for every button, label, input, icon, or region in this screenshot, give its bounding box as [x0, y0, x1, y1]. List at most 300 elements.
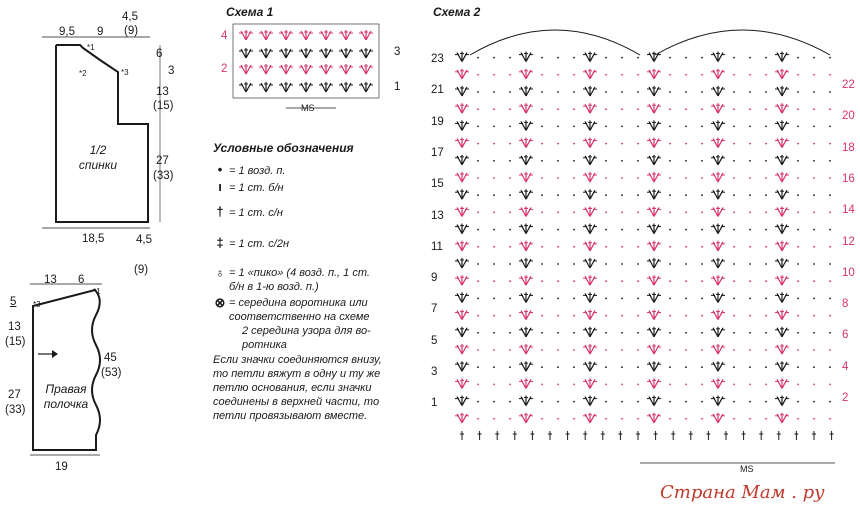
- chain-dot: [701, 349, 703, 351]
- chain-dot: [797, 160, 799, 162]
- scheme2-fan: [583, 206, 597, 216]
- chain-dot: [765, 349, 767, 351]
- chain-dot: [701, 74, 703, 76]
- chain-dot: [541, 212, 543, 214]
- chain-dot: [813, 280, 815, 282]
- chain-dot: [621, 177, 623, 179]
- chain-dot: [765, 401, 767, 403]
- chain-dot: [685, 280, 687, 282]
- front-dim-left-1: 5: [10, 296, 17, 308]
- scheme2-row-16: 16: [842, 172, 855, 185]
- scheme2-fan: [519, 258, 533, 268]
- chain-dot: [605, 212, 607, 214]
- scheme2-fan: [519, 69, 533, 79]
- chain-dot: [669, 349, 671, 351]
- chain-dot: [749, 332, 751, 334]
- chain-dot: [685, 366, 687, 368]
- chain-dot: [669, 332, 671, 334]
- scheme1-fan: [259, 82, 273, 92]
- front-dim-top-2: 6: [78, 274, 85, 286]
- chain-dot: [797, 298, 799, 300]
- chain-dot: [573, 143, 575, 145]
- scheme2-fan: [647, 310, 661, 320]
- chain-dot: [621, 332, 623, 334]
- scheme2-fan: [647, 103, 661, 113]
- chain-dot: [509, 349, 511, 351]
- chain-dot: [685, 229, 687, 231]
- chain-dot: [797, 74, 799, 76]
- chain-dot: [509, 401, 511, 403]
- chain-dot: [685, 246, 687, 248]
- scheme2-row-7: 7: [431, 303, 438, 316]
- chain-dot: [669, 177, 671, 179]
- chain-dot: [509, 91, 511, 93]
- scheme2-fan: [775, 241, 789, 251]
- scheme2-fan: [711, 378, 725, 388]
- chain-dot: [557, 298, 559, 300]
- chain-dot: [765, 298, 767, 300]
- back-dim-top-4: (9): [124, 25, 139, 37]
- chain-dot: [765, 74, 767, 76]
- scheme2-fan: [455, 206, 469, 216]
- chain-dot: [669, 315, 671, 317]
- chain-dot: [733, 91, 735, 93]
- scheme2-row-15: 15: [431, 178, 444, 191]
- back-point-1: *1: [87, 43, 95, 52]
- scheme2-fan: [775, 189, 789, 199]
- chain-dot: [621, 229, 623, 231]
- chain-dot: [621, 246, 623, 248]
- chain-dot: [685, 315, 687, 317]
- chain-dot: [701, 366, 703, 368]
- chain-dot: [733, 280, 735, 282]
- chain-dot: [733, 366, 735, 368]
- chain-dot: [733, 315, 735, 317]
- chain-dot: [829, 212, 831, 214]
- back-dim-bottom-1: 18,5: [82, 233, 105, 245]
- scheme1-fan: [239, 64, 253, 74]
- chain-dot: [669, 280, 671, 282]
- chain-dot: [733, 349, 735, 351]
- chain-dot: [765, 108, 767, 110]
- front-outline: [33, 290, 100, 450]
- scheme2-fan: [647, 172, 661, 182]
- chain-dot: [813, 246, 815, 248]
- chain-dot: [669, 194, 671, 196]
- scheme1-fan: [359, 30, 373, 40]
- scheme2-fan: [583, 224, 597, 234]
- chain-dot: [797, 384, 799, 386]
- front-dim-top-1: 13: [44, 274, 57, 286]
- chain-dot: [685, 57, 687, 59]
- back-label-2: спинки: [78, 158, 118, 172]
- chain-dot: [477, 418, 479, 420]
- chain-dot: [685, 177, 687, 179]
- scheme2-fan: [647, 378, 661, 388]
- scheme2-fan: [711, 86, 725, 96]
- chain-dot: [829, 246, 831, 248]
- scheme2-fan: [775, 52, 789, 62]
- chain-dot: [813, 418, 815, 420]
- scheme2-fan: [775, 361, 789, 371]
- chain-dot: [669, 108, 671, 110]
- chain-dot: [541, 384, 543, 386]
- scheme2-fan: [519, 155, 533, 165]
- scheme1-row-4: 4: [221, 30, 228, 42]
- chain-dot: [573, 315, 575, 317]
- chain-dot: [733, 263, 735, 265]
- scheme2-row-14: 14: [842, 204, 855, 217]
- chain-dot: [621, 108, 623, 110]
- chain-dot: [733, 160, 735, 162]
- scheme2-fan: [775, 69, 789, 79]
- chain-dot: [701, 298, 703, 300]
- back-dim-right-1: 6: [156, 48, 163, 60]
- scheme2-fan: [647, 224, 661, 234]
- scheme2-fan: [775, 86, 789, 96]
- scheme2-fan: [775, 103, 789, 113]
- scheme1-fan: [299, 48, 313, 58]
- chain-dot: [813, 74, 815, 76]
- scheme2-fan: [711, 241, 725, 251]
- scheme2-fan: [647, 344, 661, 354]
- legend-item-center-2: соответственно на схеме: [229, 311, 370, 323]
- scheme2-fan: [455, 413, 469, 423]
- scheme2-fan: [583, 69, 597, 79]
- chain-dot: [477, 229, 479, 231]
- scheme2-fan: [583, 189, 597, 199]
- chain-dot: [557, 315, 559, 317]
- chain-dot: [765, 280, 767, 282]
- chain-dot: [685, 194, 687, 196]
- front-dim-left-4: 27: [8, 389, 21, 401]
- chain-dot: [477, 332, 479, 334]
- chain-dot: [605, 126, 607, 128]
- chain-dot: [637, 108, 639, 110]
- chain-dot: [477, 194, 479, 196]
- chain-dot: [541, 57, 543, 59]
- chain-dot: [813, 401, 815, 403]
- chain-dot: [573, 280, 575, 282]
- chain-dot: [605, 298, 607, 300]
- chain-dot: [829, 108, 831, 110]
- chain-dot: [621, 57, 623, 59]
- scheme2-row-23: 23: [431, 53, 444, 65]
- chain-dot: [493, 366, 495, 368]
- scheme2-fan: [775, 344, 789, 354]
- chain-dot: [557, 212, 559, 214]
- scheme2-row-12: 12: [842, 235, 855, 248]
- chain-dot: [541, 315, 543, 317]
- chain-dot: [701, 91, 703, 93]
- chain-dot: [621, 401, 623, 403]
- chain-dot: [557, 229, 559, 231]
- scheme2-row-9: 9: [431, 272, 438, 285]
- chain-dot: [685, 126, 687, 128]
- legend-item-picot-1: = 1 «пико» (4 возд. п., 1 ст.: [229, 267, 370, 279]
- chain-dot: [829, 160, 831, 162]
- scheme2-fan: [583, 241, 597, 251]
- chain-dot: [557, 126, 559, 128]
- scheme2-fan: [455, 361, 469, 371]
- chain-dot: [797, 349, 799, 351]
- scheme2-row-4: 4: [842, 360, 849, 373]
- scheme2-fan: [775, 258, 789, 268]
- scheme2-fan: [455, 120, 469, 130]
- chain-dot: [621, 315, 623, 317]
- chain-dot: [685, 91, 687, 93]
- chain-dot: [733, 57, 735, 59]
- scheme2-fan: [775, 292, 789, 302]
- scheme2-fan: [711, 292, 725, 302]
- chain-dot: [669, 126, 671, 128]
- chain-dot: [749, 177, 751, 179]
- chain-dot: [829, 229, 831, 231]
- double-crochet-icon: †: [216, 204, 224, 219]
- chain-dot: [637, 229, 639, 231]
- chain-dot: [813, 263, 815, 265]
- scheme2-fan: [519, 361, 533, 371]
- scheme1-fan: [359, 64, 373, 74]
- chain-dot: [621, 349, 623, 351]
- chain-dot: [813, 315, 815, 317]
- chain-dot: [541, 298, 543, 300]
- chain-dot: [509, 366, 511, 368]
- chain-dot: [557, 263, 559, 265]
- chain-dot: [637, 143, 639, 145]
- scheme2-fan: [583, 172, 597, 182]
- front-arrow-head: [52, 350, 58, 358]
- chain-dot: [509, 57, 511, 59]
- chain-dot: [701, 143, 703, 145]
- back-dim-right-2: 3: [168, 65, 175, 77]
- back-dim-top-1: 9,5: [59, 26, 75, 38]
- legend-note-2: то петли вяжут в одну и ту же: [213, 368, 381, 380]
- chain-dot: [829, 349, 831, 351]
- scheme1-fan: [299, 82, 313, 92]
- chain-dot: [813, 160, 815, 162]
- scheme2-fan: [775, 172, 789, 182]
- chain-dot: [765, 263, 767, 265]
- chain-dot: [493, 194, 495, 196]
- scheme2-fan: [647, 138, 661, 148]
- chain-dot: [621, 160, 623, 162]
- chain-dot: [701, 177, 703, 179]
- chain-dot: [733, 212, 735, 214]
- chain-dot: [637, 263, 639, 265]
- scheme2-row-1: 1: [431, 397, 438, 410]
- scheme2-fan: [583, 396, 597, 406]
- chain-dot: [573, 74, 575, 76]
- scheme2-row-3: 3: [431, 366, 438, 378]
- chain-dot: [541, 108, 543, 110]
- front-dim-bottom: 19: [55, 461, 68, 473]
- chain-dot: [477, 177, 479, 179]
- scheme1-fan: [339, 82, 353, 92]
- chain-dot: [813, 298, 815, 300]
- scheme2-stitches: [455, 30, 834, 440]
- chain-dot: [797, 229, 799, 231]
- scheme2-fan: [711, 120, 725, 130]
- scheme2-row-19: 19: [431, 115, 444, 128]
- chain-dot: [493, 74, 495, 76]
- chain-dot: [669, 229, 671, 231]
- scheme2-crown-arc: [470, 30, 640, 55]
- chain-dot: [557, 177, 559, 179]
- chain-dot: [829, 401, 831, 403]
- scheme1-fan: [319, 48, 333, 58]
- chain-stitch-icon: •: [217, 162, 223, 177]
- chain-dot: [477, 298, 479, 300]
- scheme2-fan: [711, 52, 725, 62]
- chain-dot: [509, 177, 511, 179]
- chain-dot: [557, 418, 559, 420]
- chain-dot: [797, 91, 799, 93]
- chain-dot: [477, 108, 479, 110]
- scheme2-fan: [519, 327, 533, 337]
- scheme2-fan: [775, 120, 789, 130]
- scheme2-row-10: 10: [842, 266, 855, 279]
- chain-dot: [749, 280, 751, 282]
- front-dim-left-3: (15): [5, 336, 26, 348]
- chain-dot: [541, 160, 543, 162]
- legend-item-center-1: = середина воротника или: [229, 297, 368, 309]
- scheme2-fan: [455, 378, 469, 388]
- scheme2-fan: [711, 103, 725, 113]
- chain-dot: [637, 212, 639, 214]
- scheme2-fan: [519, 241, 533, 251]
- chain-dot: [621, 212, 623, 214]
- scheme2-fan: [775, 138, 789, 148]
- chain-dot: [605, 57, 607, 59]
- chain-dot: [685, 263, 687, 265]
- scheme2-fan: [583, 138, 597, 148]
- chain-dot: [509, 74, 511, 76]
- chain-dot: [765, 229, 767, 231]
- chain-dot: [509, 229, 511, 231]
- chain-dot: [829, 384, 831, 386]
- scheme2-fan: [583, 361, 597, 371]
- scheme2-fan: [583, 310, 597, 320]
- chain-dot: [669, 401, 671, 403]
- chain-dot: [813, 349, 815, 351]
- chain-dot: [509, 263, 511, 265]
- chain-dot: [701, 212, 703, 214]
- chain-dot: [669, 418, 671, 420]
- scheme2-fan: [711, 344, 725, 354]
- chain-dot: [829, 263, 831, 265]
- scheme2-fan: [711, 413, 725, 423]
- chain-dot: [621, 194, 623, 196]
- chain-dot: [797, 57, 799, 59]
- chain-dot: [749, 298, 751, 300]
- chain-dot: [669, 160, 671, 162]
- scheme2-fan: [455, 258, 469, 268]
- legend-item-dc: = 1 ст. с/н: [229, 207, 283, 219]
- scheme2-row-22: 22: [842, 79, 855, 91]
- chain-dot: [557, 143, 559, 145]
- scheme2-fan: [519, 172, 533, 182]
- chain-dot: [605, 108, 607, 110]
- scheme2-fan: [775, 378, 789, 388]
- chain-dot: [605, 177, 607, 179]
- chain-dot: [605, 194, 607, 196]
- chain-dot: [749, 229, 751, 231]
- legend-item-chain: = 1 возд. п.: [229, 165, 286, 177]
- scheme2-crown-arc: [655, 30, 830, 55]
- scheme2-fan: [711, 310, 725, 320]
- scheme2-fan: [455, 155, 469, 165]
- front-point-3: *3: [33, 300, 41, 309]
- chain-dot: [557, 91, 559, 93]
- back-label-1: 1/2: [89, 143, 107, 157]
- chain-dot: [493, 418, 495, 420]
- scheme2-fan: [647, 241, 661, 251]
- scheme2-fan: [647, 189, 661, 199]
- chain-dot: [749, 57, 751, 59]
- chain-dot: [669, 366, 671, 368]
- chain-dot: [493, 177, 495, 179]
- front-point-1: *1: [93, 287, 101, 296]
- scheme2-row-21: 21: [431, 84, 444, 97]
- chain-dot: [477, 143, 479, 145]
- scheme1-fan: [239, 30, 253, 40]
- chain-dot: [829, 74, 831, 76]
- chain-dot: [749, 401, 751, 403]
- scheme2-fan: [519, 103, 533, 113]
- chain-dot: [493, 298, 495, 300]
- scheme2-row-17: 17: [431, 146, 444, 159]
- site-watermark: Страна Мам . ру: [660, 482, 825, 503]
- scheme2-fan: [647, 69, 661, 79]
- chain-dot: [605, 91, 607, 93]
- chain-dot: [557, 332, 559, 334]
- chain-dot: [701, 280, 703, 282]
- back-dim-right-5: 27: [156, 155, 169, 167]
- chain-dot: [685, 401, 687, 403]
- chain-dot: [637, 401, 639, 403]
- scheme1-fan: [259, 48, 273, 58]
- chain-dot: [477, 366, 479, 368]
- chain-dot: [685, 74, 687, 76]
- chain-dot: [509, 108, 511, 110]
- legend-item-picot-2: б/н в 1-ю возд. п.): [229, 281, 319, 293]
- scheme2-fan: [711, 189, 725, 199]
- chain-dot: [541, 229, 543, 231]
- chain-dot: [557, 194, 559, 196]
- chain-dot: [637, 298, 639, 300]
- chain-dot: [509, 126, 511, 128]
- chain-dot: [605, 418, 607, 420]
- chain-dot: [669, 212, 671, 214]
- chain-dot: [509, 194, 511, 196]
- chain-dot: [493, 143, 495, 145]
- chain-dot: [573, 332, 575, 334]
- scheme2-fan: [455, 310, 469, 320]
- chain-dot: [669, 384, 671, 386]
- chain-dot: [749, 263, 751, 265]
- chain-dot: [605, 332, 607, 334]
- scheme2-row-13: 13: [431, 209, 444, 222]
- chain-dot: [701, 57, 703, 59]
- chain-dot: [509, 280, 511, 282]
- scheme1-fan: [319, 64, 333, 74]
- chain-dot: [733, 384, 735, 386]
- chain-dot: [493, 91, 495, 93]
- chain-dot: [749, 212, 751, 214]
- scheme1-fan: [279, 30, 293, 40]
- scheme1-fan: [339, 64, 353, 74]
